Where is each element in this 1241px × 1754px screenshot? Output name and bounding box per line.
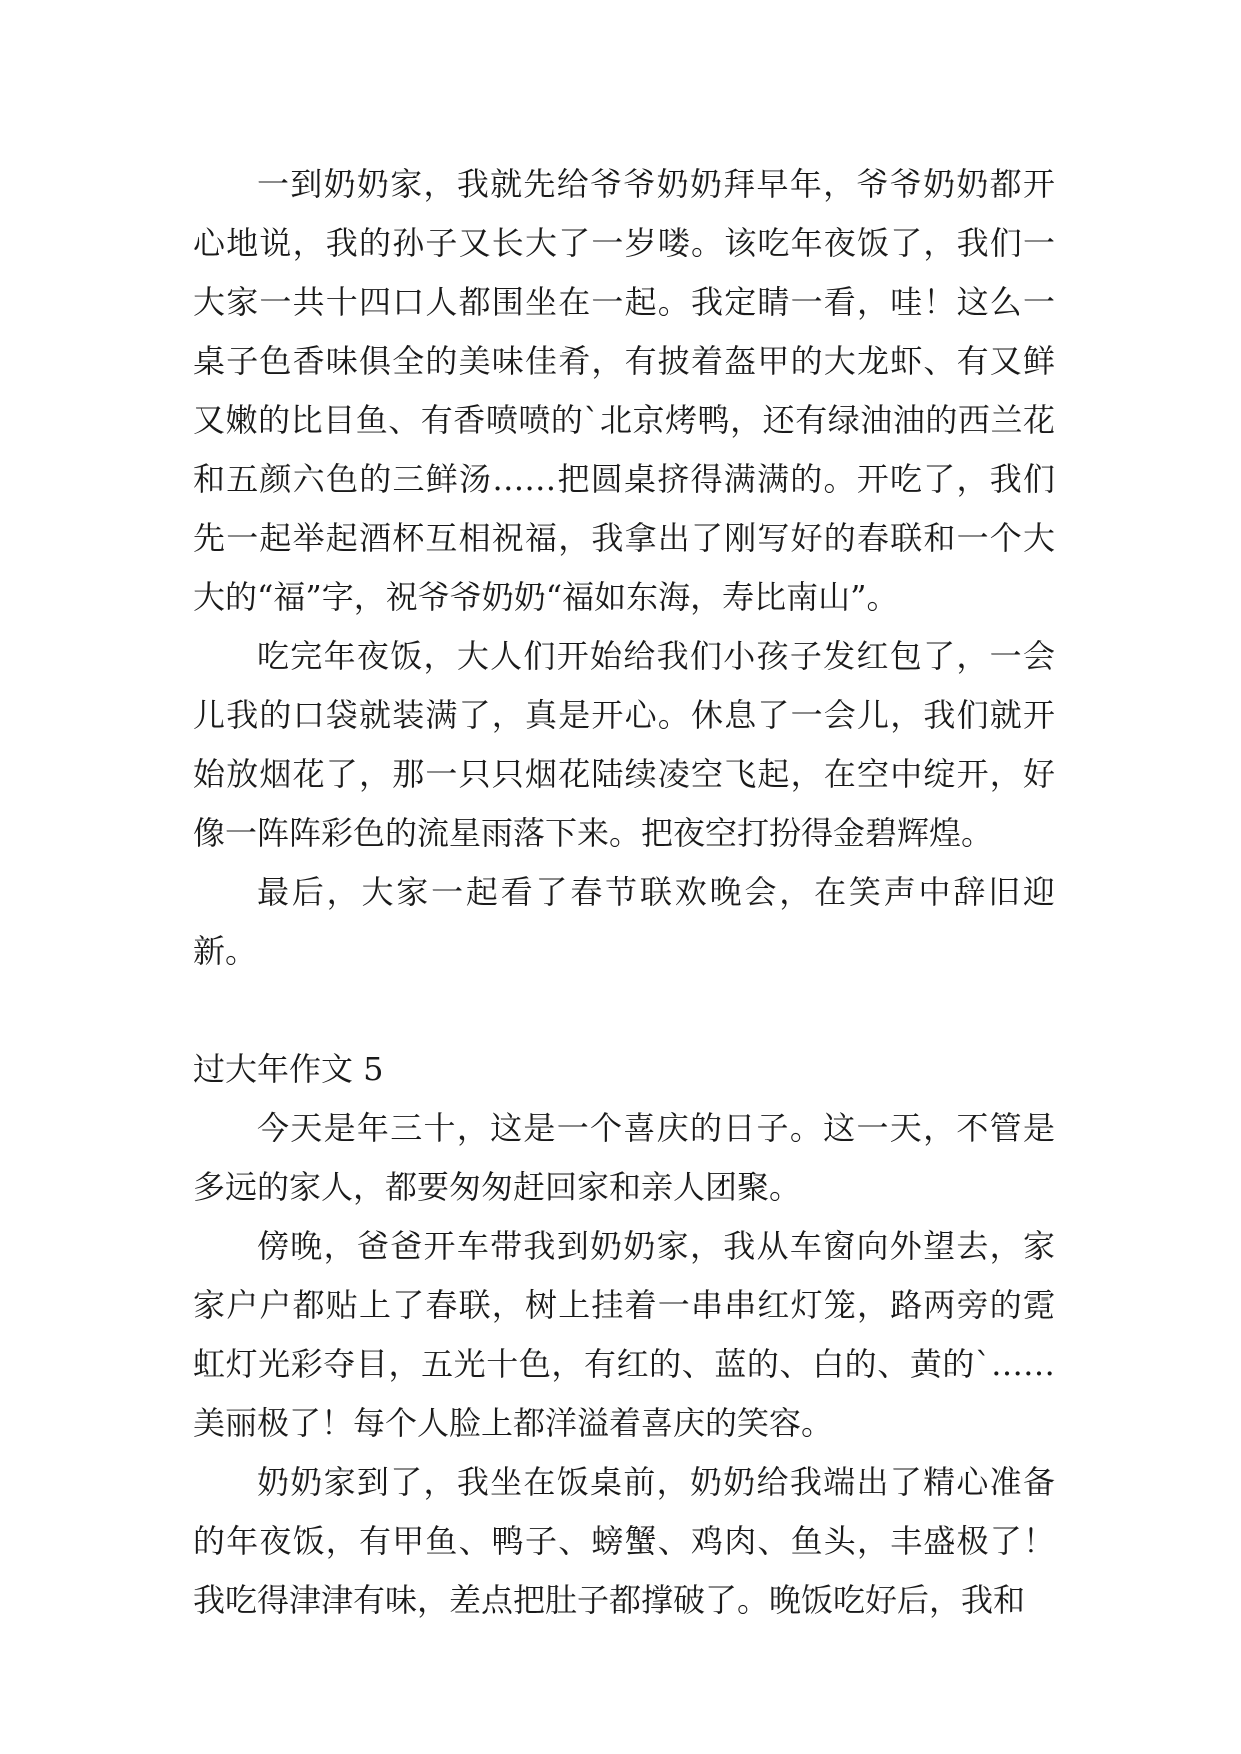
paragraph-6: 奶奶家到了，我坐在饭桌前，奶奶给我端出了精心准备的年夜饭，有甲鱼、鸭子、螃蟹、鸡肉、鱼头，丰盛极了！我吃得津津有味，差点把肚子都撑破了。晚饭吃好后，我和 [193, 1463, 1055, 1619]
paragraph-4: 今天是年三十，这是一个喜庆的日子。这一天，不管是多远的家人，都要匆匆赶回家和亲人团聚。 [193, 1109, 1055, 1206]
paragraph-1: 一到奶奶家，我就先给爷爷奶奶拜早年，爷爷奶奶都开心地说，我的孙子又长大了一岁喽。该吃年夜饭了，我们一大家一共十四口人都围坐在一起。我定睛一看，哇！这么一桌子色香味俱全的美味佳肴，有披着盔甲的大龙虾、有又鲜又嫩的比目鱼、有香喷喷的`北京烤鸭，还有绿油油的西兰花和五颜六色的三鲜汤……把圆桌挤得满满的。开吃了，我们先一起举起酒杯互相祝福，我拿出了刚写好的春联和一个大大的“福”字，祝爷爷奶奶“福如东海，寿比南山”。 [193, 165, 1055, 616]
paragraph-3: 最后，大家一起看了春节联欢晚会，在笑声中辞旧迎新。 [193, 873, 1055, 970]
paragraph-2: 吃完年夜饭，大人们开始给我们小孩子发红包了，一会儿我的口袋就装满了，真是开心。休息了一会儿，我们就开始放烟花了，那一只只烟花陆续凌空飞起，在空中绽开，好像一阵阵彩色的流星雨落下来。把夜空打扮得金碧辉煌。 [193, 637, 1055, 852]
document-body [193, 155, 1055, 1630]
paragraph-5: 傍晚，爸爸开车带我到奶奶家，我从车窗向外望去，家家户户都贴上了春联，树上挂着一串串红灯笼，路两旁的霓虹灯光彩夺目，五光十色，有红的、蓝的、白的、黄的`……美丽极了！每个人脸上都洋溢着喜庆的笑容。 [193, 1227, 1055, 1442]
section-title: 过大年作文 5 [193, 1050, 384, 1088]
